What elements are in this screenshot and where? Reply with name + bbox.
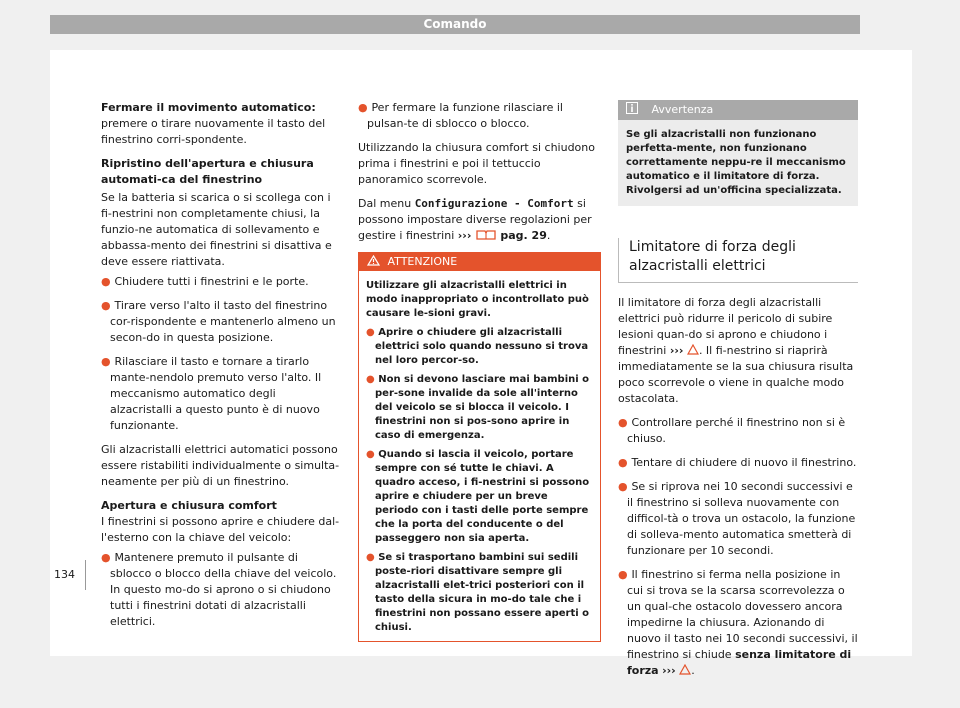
list-item: ● Mantenere premuto il pulsante di sblocco o blocco della chiave del veicolo. In questo mo-do si aprono o si chiudono tutti i finestrini dotati di alzacristalli elettrici. xyxy=(101,551,337,628)
note-text: Se gli alzacristalli non funzionano perfetta-mente, non funzionano correttamente neppu-re il meccanismo automatico e il limitatore di forza. Rivolgersi ad un'officina specializzata. xyxy=(626,129,846,196)
list-item: ● Se si riprova nei 10 secondi successivi e il finestrino si solleva nuovamente con difficol-tà o trova un ostacolo, la funzione di solleva-mento automatica smetterà di funzionare per 10 secondi. xyxy=(618,480,856,557)
list-item: ● Aprire o chiudere gli alzacristalli elettrici solo quando nessuno si trova nel loro percor-so. xyxy=(366,327,589,366)
warning-intro: Utilizzare gli alzacristalli elettrici in modo inappropriato o incontrollato può causare le-sioni gravi. xyxy=(366,280,589,319)
reference-arrows: ››› xyxy=(457,229,472,242)
paragraph-limiter: Il limitatore di forza degli alzacristalli elettrici può ridurre il pericolo di subire lesioni quan-do si aprono e chiudono i finestrini ››› . Il fi-nestrino si riaprirà immediatamente se la sua chiusura risulta poco scorrevole o viene in qualche modo ostacolata. xyxy=(618,296,854,405)
column-2 xyxy=(358,100,601,642)
menu-path: Configurazione - Comfort xyxy=(414,197,574,210)
note-header xyxy=(618,100,858,120)
stop-heading: Fermare il movimento automatico: xyxy=(101,101,316,114)
reference-arrows: ››› xyxy=(669,344,684,357)
bullet-icon: ● xyxy=(101,551,115,564)
page-number: 134 xyxy=(54,568,75,581)
note-title: Avvertenza xyxy=(651,103,714,116)
bold-phrase: senza limitatore di forza xyxy=(627,648,852,677)
bullet-icon: ● xyxy=(358,101,372,114)
warning-body xyxy=(359,271,600,641)
bullet-icon: ● xyxy=(618,568,632,581)
bullet-icon: ● xyxy=(366,552,379,563)
list-item: ● Tentare di chiudere di nuovo il finestrino. xyxy=(618,456,857,469)
stop-text: premere o tirare nuovamente il tasto del finestrino corri-spondente. xyxy=(101,117,326,146)
list-item: ● Quando si lascia il veicolo, portare sempre con sé tutte le chiavi. A quadro acceso, i fi-nestrini si possono aprire e chiudere per un breve periodo con i tasti delle porte sempre che la porta del conducente o del passeggero non sia aperta. xyxy=(366,449,590,544)
bullet-icon: ● xyxy=(618,416,632,429)
list-item: ● Chiudere tutti i finestrini e le porte. xyxy=(101,275,309,288)
bullet-icon: ● xyxy=(366,449,379,460)
bullet-icon: ● xyxy=(366,327,379,338)
subheading-restore: Ripristino dell'apertura e chiusura automati-ca del finestrino xyxy=(101,157,314,186)
paragraph-panoramic: Utilizzando la chiusura comfort si chiudono prima i finestrini e poi il tettuccio panoramico scorrevole. xyxy=(358,141,595,186)
warning-header xyxy=(359,253,600,271)
bullet-icon: ● xyxy=(618,480,632,493)
column-1 xyxy=(101,100,341,638)
page-number-divider xyxy=(85,560,86,590)
bullet-icon: ● xyxy=(101,299,115,312)
paragraph-menu: Dal menu Configurazione - Comfort si possono impostare diverse regolazioni per gestire i finestrini ››› pag. 29. xyxy=(358,197,592,242)
note-box xyxy=(618,100,858,206)
list-item: ● Se si trasportano bambini sui sedili poste-riori disattivare sempre gli alzacristalli elet-trici posteriori con il tasto della sicura in mo-do tale che i finestrini non possano essere aperti o chiusi. xyxy=(366,552,590,633)
reference-arrows: ››› xyxy=(662,664,676,677)
list-item: ● Il finestrino si ferma nella posizione in cui si trova se la scarsa scorrevolezza o un qual-che ostacolo dovessero ancora impedirne la chiusura. Azionando di nuovo il tasto nei 10 secondi successivi, il finestrino si chiude senza limitatore di forza ››› . xyxy=(618,568,858,677)
section-title: Limitatore di forza degli alzacristalli elettrici xyxy=(618,238,858,283)
bullet-icon: ● xyxy=(101,355,115,368)
bullet-icon: ● xyxy=(618,456,632,469)
list-item: ● Rilasciare il tasto e tornare a tirarlo mante-nendolo premuto verso l'alto. Il meccanismo automatico degli alzacristalli a questo punto è di nuovo funzionante. xyxy=(101,355,322,432)
page-link[interactable]: pag. 29 xyxy=(500,229,547,242)
info-icon xyxy=(626,102,638,114)
list-item: ● Per fermare la funzione rilasciare il pulsan-te di sblocco o blocco. xyxy=(358,101,563,130)
warning-triangle-icon xyxy=(679,664,691,675)
paragraph xyxy=(101,100,341,148)
bullet-icon: ● xyxy=(101,275,115,288)
column-3 xyxy=(618,100,858,687)
warning-triangle-icon xyxy=(687,344,699,355)
warning-triangle-icon xyxy=(367,255,380,266)
list-item: ● Controllare perché il finestrino non si è chiuso. xyxy=(618,416,846,445)
subheading-comfort: Apertura e chiusura comfort xyxy=(101,499,277,512)
list-item: ● Tirare verso l'alto il tasto del finestrino cor-rispondente e mantenerlo almeno un secon-do in questa posizione. xyxy=(101,299,336,344)
paragraph-key: I finestrini si possono aprire e chiudere dal-l'esterno con la chiave del veicolo: xyxy=(101,515,340,544)
page-header: Comando xyxy=(50,15,860,34)
list-item: ● Non si devono lasciare mai bambini o per-sone invalide da sole all'interno del veicolo se si blocca il veicolo. I finestrini non si pos-sono aprire in caso di emergenza. xyxy=(366,374,590,441)
paragraph-individual: Gli alzacristalli elettrici automatici possono essere ristabiliti individualmente o simulta-neamente per più di un finestrino. xyxy=(101,443,340,488)
book-icon xyxy=(475,228,497,241)
bullet-icon: ● xyxy=(366,374,379,385)
warning-box xyxy=(358,252,601,642)
paragraph-battery: Se la batteria si scarica o si scollega con i fi-nestrini non completamente chiusi, la funzio-ne automatica di sollevamento e abbassa-mento dei finestrini si disattiva e deve essere riattivata. xyxy=(101,191,332,268)
warning-title: ATTENZIONE xyxy=(387,255,458,268)
